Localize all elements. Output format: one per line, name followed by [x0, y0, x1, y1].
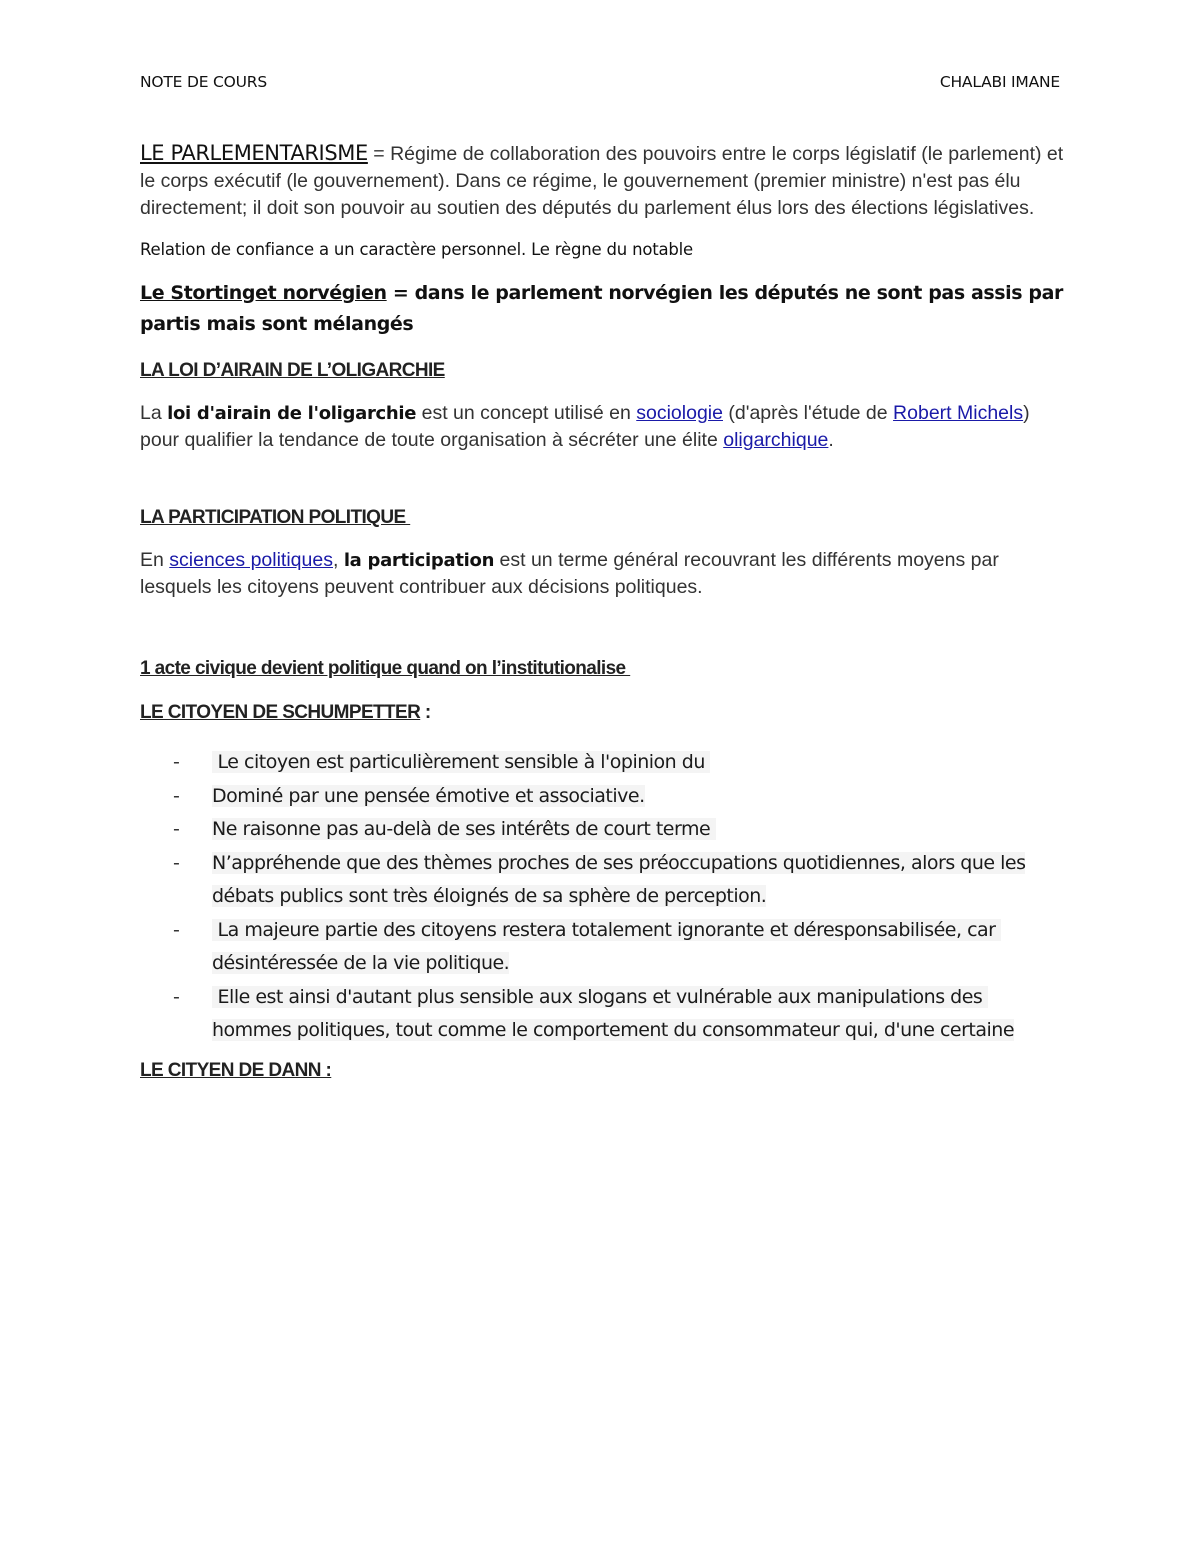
oligarchie-text-1: La — [140, 402, 168, 424]
oligarchie-text-2: est un concept utilisé en — [416, 402, 637, 424]
list-item — [140, 813, 1065, 847]
oligarchie-heading: LA LOI D’AIRAIN DE L’OLIGARCHIE — [140, 360, 445, 381]
link-oligarchique[interactable]: oligarchique — [723, 429, 829, 451]
list-item-text: La majeure partie des citoyens restera totalement ignorante et déresponsabilisée, car désintéressée de la vie politique. — [212, 918, 1002, 974]
list-dash: - — [173, 985, 180, 1008]
list-item-text: Dominé par une pensée émotive et associative. — [212, 784, 645, 807]
schumpetter-heading-suffix: : — [420, 702, 431, 723]
list-dash: - — [173, 818, 180, 840]
stortinget-text: = dans le parlement norvégien les députés ne sont pas assis par partis mais sont mélangés — [140, 282, 1064, 335]
oligarchie-bold-term: loi d'airain de l'oligarchie — [167, 403, 417, 424]
list-item-text: Ne raisonne pas au-delà de ses intérêts de court terme — [212, 818, 716, 840]
stortinget-title: Le Stortinget norvégien — [140, 282, 387, 304]
oligarchie-text-5: . — [828, 429, 834, 451]
participation-text-2: , — [332, 549, 344, 571]
oligarchie-paragraph — [140, 400, 1065, 453]
schumpetter-heading: LE CITOYEN DE SCHUMPETTER — [140, 702, 421, 723]
document-body — [140, 140, 1065, 1082]
list-item — [140, 780, 1065, 814]
link-sciences-politiques[interactable]: sciences politiques — [169, 549, 333, 571]
parlementarisme-text: = Régime de collaboration des pouvoirs entre le corps législatif (le parlement) et le corps exécutif (le gouvernement). Dans ce régime, le gouvernement (premier ministre) n'est pas élu directement; il doit son pouvoir au soutien des députés du parlement élus lors des élections législatives. — [140, 143, 1064, 219]
oligarchie-text-4: ) pour qualifier la tendance de toute organisation à sécréter une élite — [140, 402, 1030, 451]
list-item — [140, 847, 1065, 914]
relation-note: Relation de confiance a un caractère personnel. Le règne du notable — [140, 240, 694, 259]
schumpetter-heading-line — [140, 702, 1065, 724]
list-item-text: N’appréhende que des thèmes proches de ses préoccupations quotidiennes, alors que les débats publics sont très éloignés de sa sphère de perception. — [212, 851, 1026, 907]
link-robert-michels[interactable]: Robert Michels — [893, 402, 1024, 424]
header-course-note: NOTE DE COURS — [140, 73, 268, 91]
list-item — [140, 914, 1065, 981]
participation-text-3: est un terme général recouvrant les différents moyens par lesquels les citoyens peuvent contribuer aux décisions politiques. — [140, 549, 999, 598]
dann-heading: LE CITYEN DE DANN : — [140, 1059, 332, 1081]
participation-bold-term: la participation — [343, 550, 495, 571]
list-item-text: Le citoyen est particulièrement sensible à l'opinion du — [212, 751, 711, 773]
schumpetter-list — [140, 746, 1065, 1048]
list-dash: - — [173, 851, 180, 874]
link-sociologie[interactable]: sociologie — [636, 402, 723, 424]
parlementarisme-paragraph — [140, 140, 1065, 222]
list-dash: - — [173, 784, 180, 807]
parlementarisme-title: LE PARLEMENTARISME — [140, 141, 368, 165]
list-dash: - — [173, 751, 180, 773]
list-dash: - — [173, 918, 180, 941]
participation-heading: LA PARTICIPATION POLITIQUE — [140, 507, 411, 528]
participation-text-1: En — [140, 549, 170, 571]
list-item — [140, 746, 1065, 780]
participation-paragraph — [140, 547, 1065, 600]
list-item — [140, 981, 1065, 1048]
list-item-text: Elle est ainsi d'autant plus sensible aux slogans et vulnérable aux manipulations des hommes politiques, tout comme le comportement du consommateur qui, d'une certaine — [212, 985, 1015, 1041]
acte-civique-heading: 1 acte civique devient politique quand on l’institutionalise — [140, 658, 631, 679]
header-author: CHALABI IMANE — [939, 73, 1060, 91]
stortinget-paragraph — [140, 278, 1065, 340]
oligarchie-text-3: (d'après l'étude de — [722, 402, 894, 424]
